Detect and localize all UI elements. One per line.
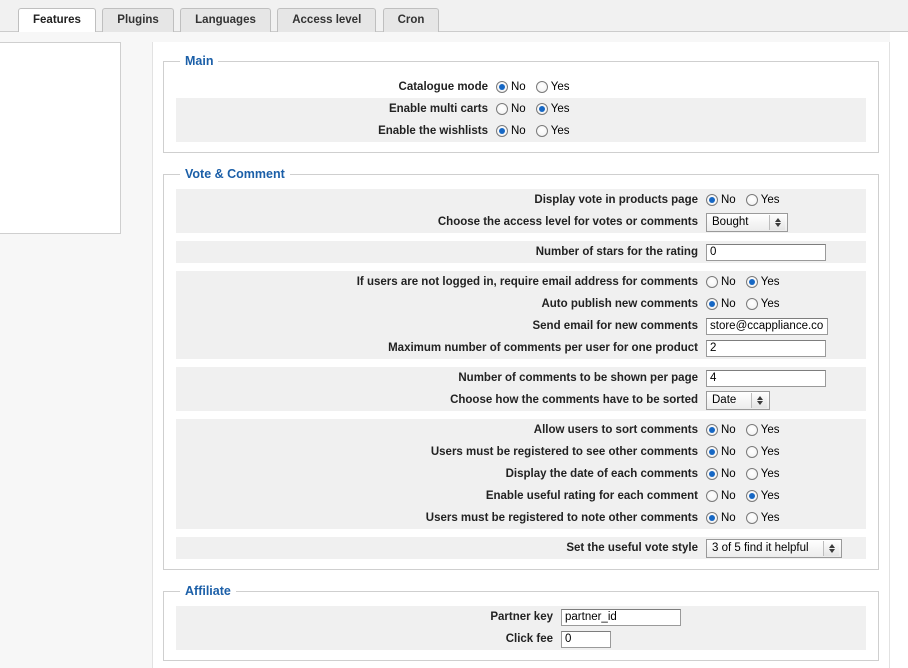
row-comments-per-page — [176, 367, 866, 389]
radio-allow-sort-comments-yes[interactable]: Yes — [746, 424, 780, 436]
radio-group-allow-sort-comments — [706, 424, 789, 436]
radio-require-email-yes[interactable]: Yes — [746, 276, 780, 288]
radio-dot-icon[interactable] — [706, 512, 718, 524]
radio-dot-icon[interactable] — [746, 298, 758, 310]
control-access-level-votes — [706, 213, 788, 232]
input-comments-per-page[interactable] — [706, 370, 826, 387]
row-allow-sort-comments — [176, 419, 866, 441]
row-click-fee — [176, 628, 866, 650]
radio-dot-icon[interactable] — [496, 81, 508, 93]
radio-catalogue-mode-yes[interactable]: Yes — [536, 81, 570, 93]
label-useful-vote-style: Set the useful vote style — [566, 541, 698, 554]
control-number-of-stars — [706, 244, 826, 261]
radio-dot-icon[interactable] — [536, 125, 548, 137]
input-partner-key[interactable] — [561, 609, 681, 626]
radio-group-auto-publish — [706, 298, 789, 310]
radio-dot-icon[interactable] — [706, 490, 718, 502]
radio-dot-icon[interactable] — [706, 468, 718, 480]
radio-dot-icon[interactable] — [536, 81, 548, 93]
control-auto-publish — [706, 298, 789, 310]
label-comments-per-page: Number of comments to be shown per page — [458, 371, 698, 384]
left-side-panel — [0, 42, 121, 234]
label-click-fee: Click fee — [505, 632, 553, 645]
radio-catalogue-mode-no[interactable]: No — [496, 81, 526, 93]
select-comments-sort[interactable]: Date — [706, 391, 770, 410]
select-access-level-votes[interactable]: Bought — [706, 213, 788, 232]
radio-group-enable-multi-carts — [496, 103, 579, 115]
radio-registered-see-comments-no[interactable]: No — [706, 446, 736, 458]
control-useful-rating — [706, 490, 789, 502]
radio-dot-icon[interactable] — [706, 194, 718, 206]
label-allow-sort-comments: Allow users to sort comments — [533, 423, 698, 436]
tab-plugins[interactable]: Plugins — [102, 8, 174, 33]
row-useful-vote-style — [176, 537, 866, 559]
row-enable-wishlists — [176, 120, 866, 142]
radio-auto-publish-no[interactable]: No — [706, 298, 736, 310]
row-send-email — [176, 315, 866, 337]
label-registered-note-comments: Users must be registered to note other comments — [425, 511, 698, 524]
chevron-updown-icon[interactable] — [823, 541, 839, 556]
tab-features[interactable]: Features — [18, 8, 96, 34]
radio-dot-icon[interactable] — [746, 468, 758, 480]
radio-dot-icon[interactable] — [746, 446, 758, 458]
tab-bar — [0, 0, 908, 32]
row-registered-note-comments — [176, 507, 866, 529]
radio-dot-icon[interactable] — [496, 125, 508, 137]
control-display-date-comments — [706, 468, 789, 480]
radio-display-vote-yes[interactable]: Yes — [746, 194, 780, 206]
radio-group-require-email — [706, 276, 789, 288]
label-require-email: If users are not logged in, require email address for comments — [356, 275, 698, 288]
radio-registered-note-comments-yes[interactable]: Yes — [746, 512, 780, 524]
row-catalogue-mode — [176, 76, 866, 98]
radio-dot-icon[interactable] — [536, 103, 548, 115]
row-access-level-votes — [176, 211, 866, 233]
section-affiliate-legend: Affiliate — [185, 584, 231, 598]
right-margin-strip — [890, 32, 908, 668]
radio-group-useful-rating — [706, 490, 789, 502]
label-enable-multi-carts: Enable multi carts — [388, 102, 488, 115]
radio-display-vote-no[interactable]: No — [706, 194, 736, 206]
radio-group-registered-see-comments — [706, 446, 789, 458]
label-useful-rating: Enable useful rating for each comment — [485, 489, 698, 502]
row-number-of-stars — [176, 241, 866, 263]
radio-group-display-date-comments — [706, 468, 789, 480]
section-main-legend: Main — [185, 54, 214, 68]
radio-enable-multi-carts-no[interactable]: No — [496, 103, 526, 115]
row-require-email — [176, 271, 866, 293]
radio-dot-icon[interactable] — [746, 490, 758, 502]
control-send-email — [706, 318, 828, 335]
label-max-comments-per-user: Maximum number of comments per user for one product — [388, 341, 698, 354]
tab-cron[interactable]: Cron — [383, 8, 440, 33]
section-main — [163, 54, 879, 153]
tab-access-level[interactable]: Access level — [277, 8, 376, 33]
control-enable-wishlists — [496, 125, 579, 137]
radio-useful-rating-no[interactable]: No — [706, 490, 736, 502]
radio-dot-icon[interactable] — [706, 276, 718, 288]
label-partner-key: Partner key — [490, 610, 553, 623]
radio-enable-multi-carts-yes[interactable]: Yes — [536, 103, 570, 115]
radio-dot-icon[interactable] — [746, 194, 758, 206]
radio-require-email-no[interactable]: No — [706, 276, 736, 288]
input-click-fee[interactable] — [561, 631, 611, 648]
control-comments-per-page — [706, 370, 826, 387]
control-display-vote — [706, 194, 789, 206]
label-comments-sort: Choose how the comments have to be sorted — [450, 393, 698, 406]
radio-display-date-comments-no[interactable]: No — [706, 468, 736, 480]
label-catalogue-mode: Catalogue mode — [398, 80, 488, 93]
label-registered-see-comments: Users must be registered to see other comments — [430, 445, 698, 458]
radio-useful-rating-yes[interactable]: Yes — [746, 490, 780, 502]
radio-enable-wishlists-no[interactable]: No — [496, 125, 526, 137]
radio-auto-publish-yes[interactable]: Yes — [746, 298, 780, 310]
control-comments-sort — [706, 391, 770, 410]
control-max-comments-per-user — [706, 340, 826, 357]
row-max-comments-per-user — [176, 337, 866, 359]
label-enable-wishlists: Enable the wishlists — [378, 124, 488, 137]
section-vote-comment — [163, 167, 879, 570]
control-require-email — [706, 276, 789, 288]
radio-dot-icon[interactable] — [746, 424, 758, 436]
row-useful-rating — [176, 485, 866, 507]
label-display-date-comments: Display the date of each comments — [505, 467, 698, 480]
row-display-date-comments — [176, 463, 866, 485]
label-auto-publish: Auto publish new comments — [541, 297, 698, 310]
control-useful-vote-style — [706, 539, 842, 558]
row-comments-sort — [176, 389, 866, 411]
radio-display-date-comments-yes[interactable]: Yes — [746, 468, 780, 480]
row-partner-key — [176, 606, 866, 628]
radio-group-enable-wishlists — [496, 125, 579, 137]
control-click-fee — [561, 631, 611, 648]
chevron-updown-icon[interactable] — [769, 215, 785, 230]
radio-registered-note-comments-no[interactable]: No — [706, 512, 736, 524]
radio-group-display-vote — [706, 194, 789, 206]
section-vote-comment-legend: Vote & Comment — [185, 167, 285, 181]
settings-content — [152, 42, 890, 668]
row-display-vote — [176, 189, 866, 211]
radio-dot-icon[interactable] — [706, 298, 718, 310]
label-number-of-stars: Number of stars for the rating — [535, 245, 698, 258]
control-partner-key — [561, 609, 681, 626]
control-registered-see-comments — [706, 446, 789, 458]
select-useful-vote-style[interactable]: 3 of 5 find it helpful — [706, 539, 842, 558]
radio-enable-wishlists-yes[interactable]: Yes — [536, 125, 570, 137]
label-access-level-votes: Choose the access level for votes or comments — [437, 215, 698, 228]
row-registered-see-comments — [176, 441, 866, 463]
radio-dot-icon[interactable] — [706, 424, 718, 436]
radio-dot-icon[interactable] — [746, 512, 758, 524]
tab-languages[interactable]: Languages — [180, 8, 271, 33]
control-enable-multi-carts — [496, 103, 579, 115]
section-affiliate — [163, 584, 879, 661]
input-max-comments-per-user[interactable] — [706, 340, 826, 357]
settings-page — [0, 32, 908, 668]
chevron-updown-icon[interactable] — [751, 393, 767, 408]
radio-group-catalogue-mode — [496, 81, 579, 93]
control-allow-sort-comments — [706, 424, 789, 436]
control-catalogue-mode — [496, 81, 579, 93]
input-send-email[interactable] — [706, 318, 828, 335]
label-send-email: Send email for new comments — [532, 319, 698, 332]
label-display-vote: Display vote in products page — [534, 193, 698, 206]
radio-registered-see-comments-yes[interactable]: Yes — [746, 446, 780, 458]
radio-dot-icon[interactable] — [496, 103, 508, 115]
radio-dot-icon[interactable] — [746, 276, 758, 288]
row-enable-multi-carts — [176, 98, 866, 120]
row-auto-publish — [176, 293, 866, 315]
input-number-of-stars[interactable] — [706, 244, 826, 261]
control-registered-note-comments — [706, 512, 789, 524]
radio-group-registered-note-comments — [706, 512, 789, 524]
radio-dot-icon[interactable] — [706, 446, 718, 458]
radio-allow-sort-comments-no[interactable]: No — [706, 424, 736, 436]
